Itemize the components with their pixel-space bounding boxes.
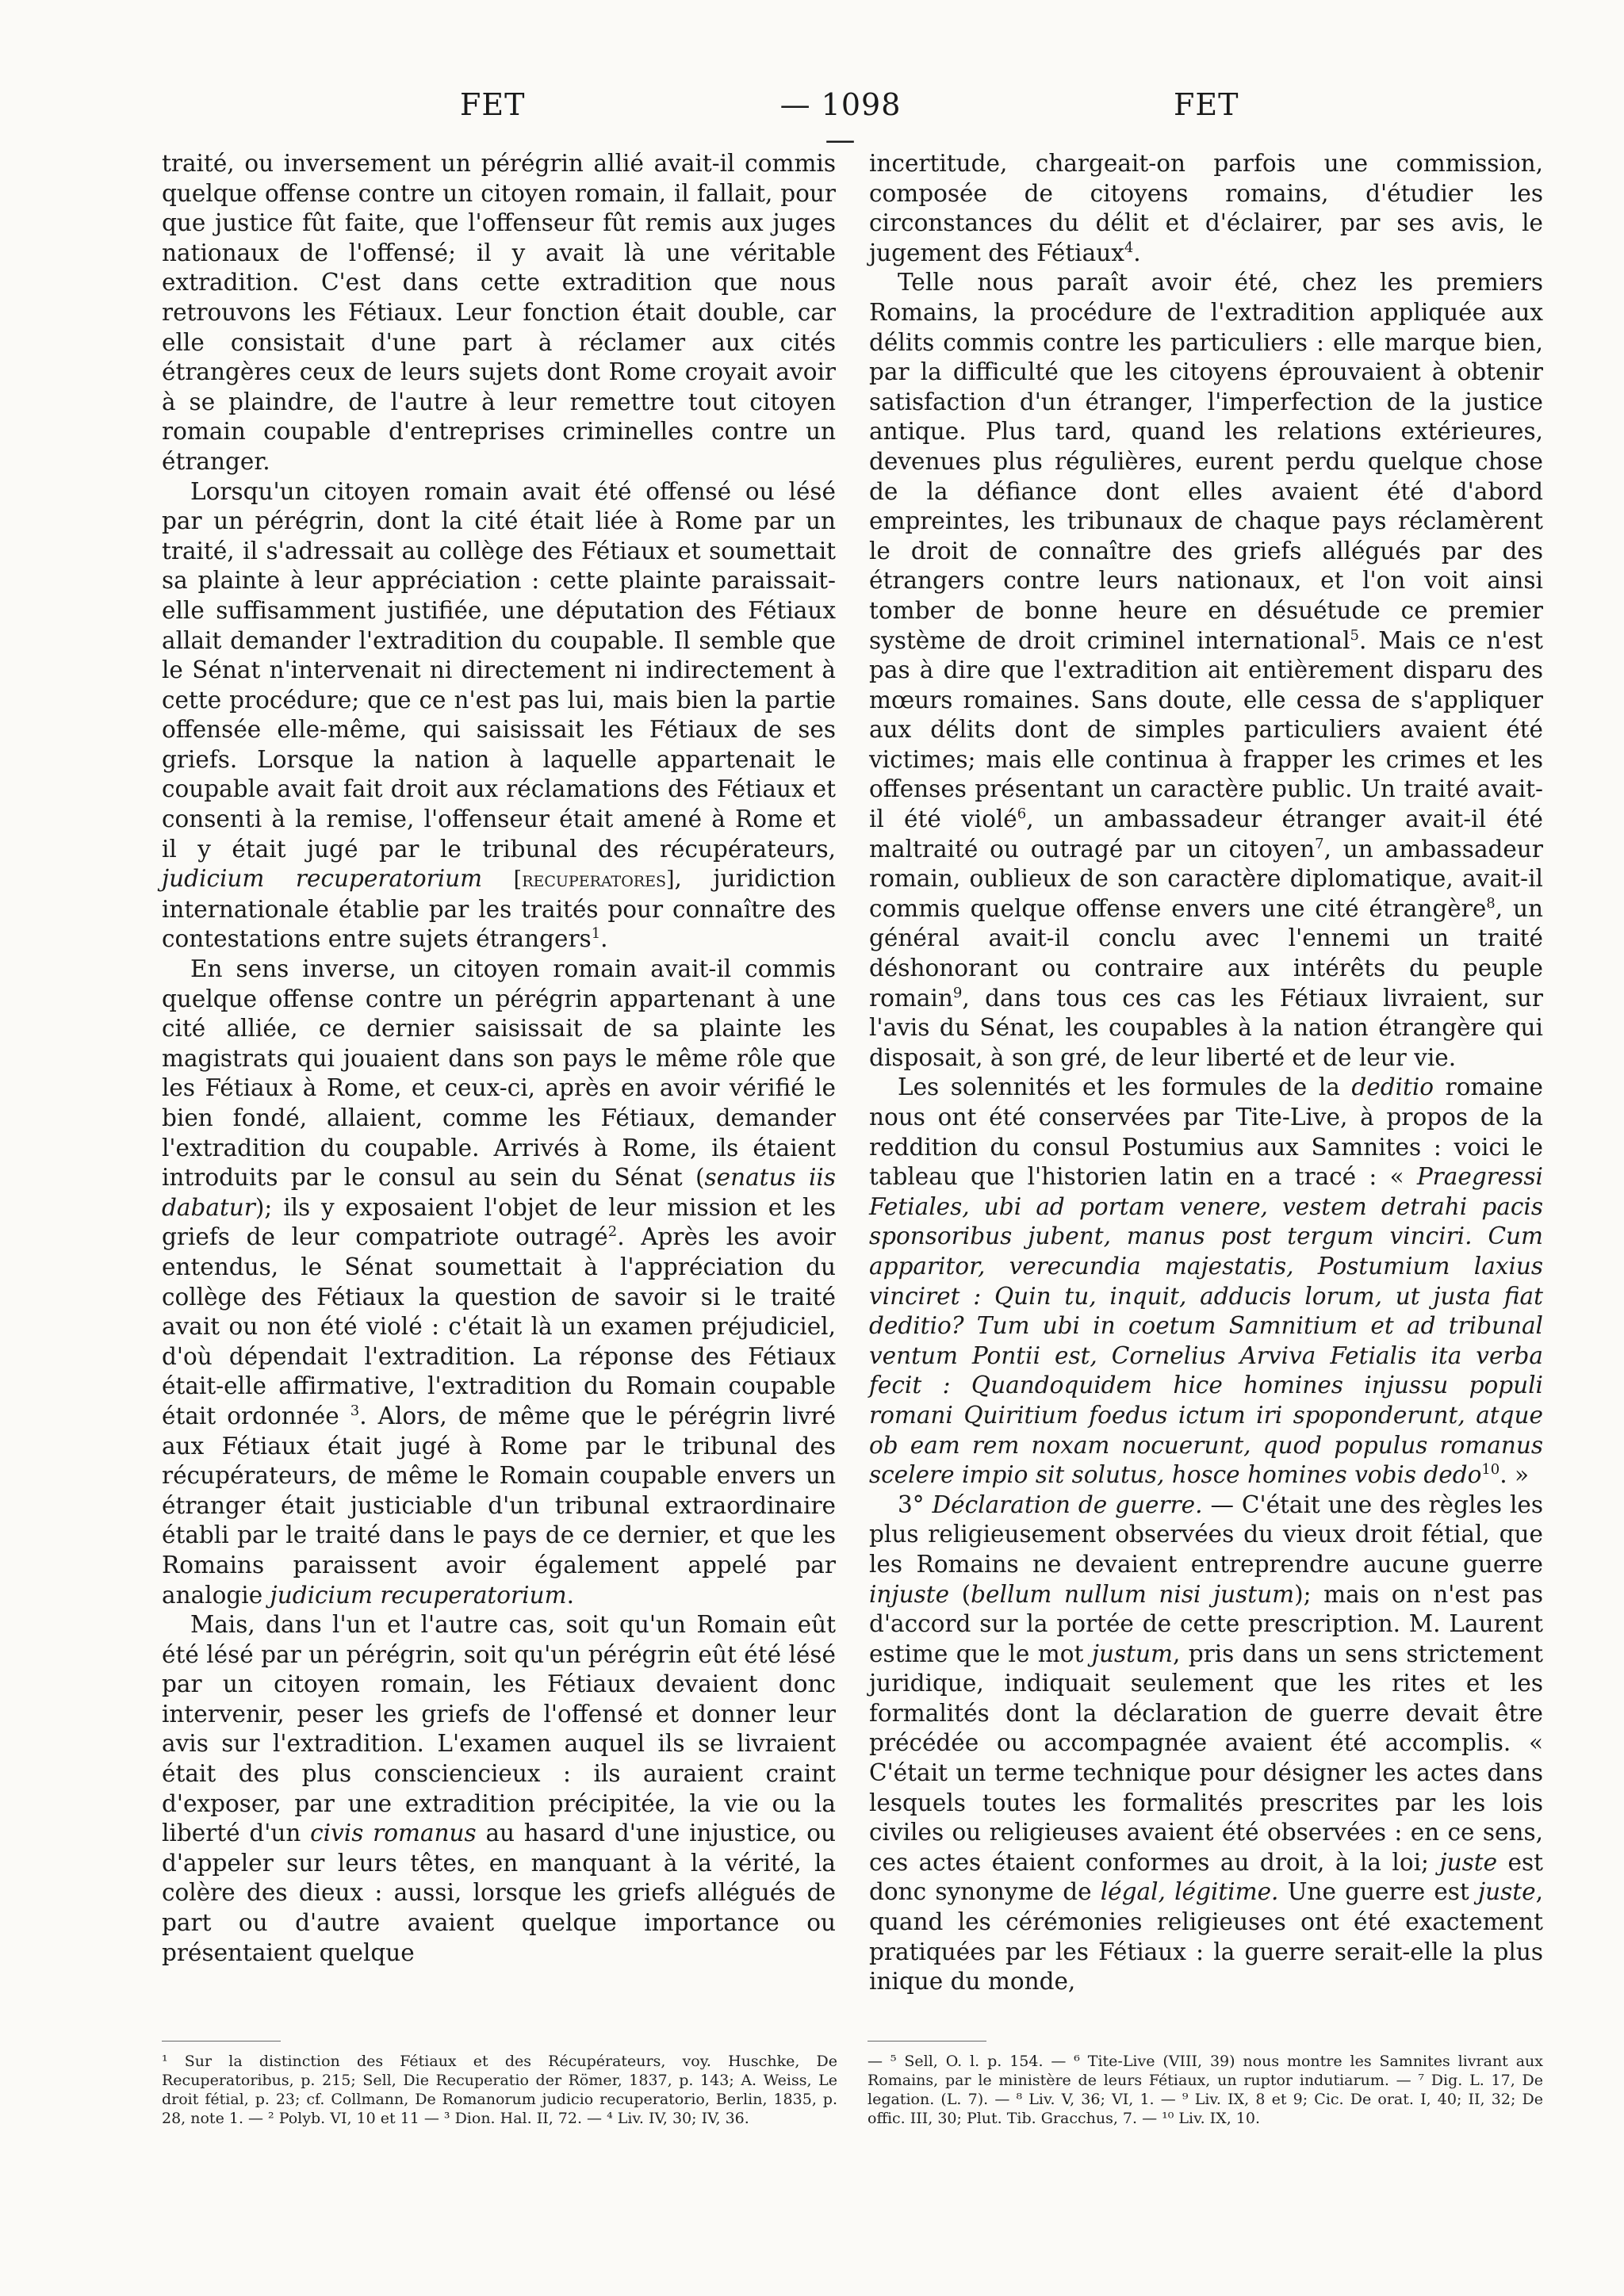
paragraph: Telle nous paraît avoir été, chez les premiers Romains, la procédure de l'extradition appliquée aux délits commis contre les particuliers : elle marque bien, par la difficulté que les citoyens éprouvaient à obtenir satisfaction d'un étranger, l'imperfection de la justice antique. Plus tard, quand les relations extérieures, devenues plus régulières, eurent perdu quelque chose de la défiance dont elles avaient été d'abord empreintes, les tribunaux de chaque pays réclamèrent le droit de connaître des griefs allégués par des étrangers contre leurs nationaux, et l'on voit ainsi tomber de bonne heure en désuétude ce premier système de droit criminel international$^5$. Mais ce n'est pas à dire que l'extradition ait entièrement disparu des mœurs romaines. Sans doute, elle cessa de s'appliquer aux délits dont de simples particuliers avaient été victimes; mais elle continua à frapper les crimes et les offenses présentant un caractère public. Un traité avait-il été violé$^6$, un ambassadeur étranger avait-il été maltraité ou outragé par un citoyen$^7$, un ambassadeur romain, oublieux de son caractère diplomatique, avait-il commis quelque offense envers une cité étrangère$^8$, un général avait-il conclu avec l'ennemi un traité déshonorant ou contraire aux intérêts du peuple romain$^9$, dans tous ces cas les Fétiaux livraient, sur l'avis du Sénat, les coupables à la nation étrangère qui disposait, à son gré, de leur liberté et de leur vie.: [869, 269, 1543, 1071]
footnote-divider: [868, 2041, 986, 2042]
footnotes-left: ¹ Sur la distinction des Fétiaux et des Récupérateurs, voy. Huschke, De Recuperatoribus, p. 215; Sell, Die Recuperatio der Römer, 1837, p. 143; A. Weiss, Le droit fétial, p. 23; cf. Collmann, De Romanorum judicio recuperatorio, Berlin, 1835, p. 28, note 1. — ² Polyb. VI, 10 et 11 — ³ Dion. Hal. II, 72. — ⁴ Liv. IV, 30; IV, 36.: [162, 2053, 837, 2127]
paragraph: Les solennités et les formules de la deditio romaine nous ont été conservées par Tite-Live, à propos de la reddition du consul Postumius aux Samnites : voici le tableau que l'historien latin en a tracé : « Praegressi Fetiales, ubi ad portam venere, vestem detrahi pacis sponsoribus jubent, manus post tergum vinciri. Cum apparitor, verecundia majestatis, Postumium laxius vinciret : Quin tu, inquit, adducis lorum, ut justa fiat deditio? Tum ubi in coetum Samnitium et ad tribunal ventum Pontii est, Cornelius Arviva Fetialis ita verba fecit : Quandoquidem hice homines injussu populi romani Quiritium foedus ictum iri spoponderunt, atque ob eam rem noxam nocuerunt, quod populus romanus scelere impio sit solutus, hosce homines vobis dedo$^{10}$. »: [869, 1073, 1543, 1489]
footnote-divider: [162, 2041, 281, 2042]
paragraph: incertitude, chargeait-on parfois une commission, composée de citoyens romains, d'étudier les circonstances du délit et d'éclairer, par ses avis, le jugement des Fétiaux$^4$.: [869, 150, 1543, 266]
header-left-keyword: FET: [460, 87, 526, 122]
footnote-ref: 6: [1017, 806, 1027, 823]
section-heading: Déclaration de guerre.: [932, 1490, 1203, 1518]
footnote-ref: 4: [1124, 239, 1134, 256]
footnote-ref: 3: [350, 1402, 360, 1420]
paragraph: En sens inverse, un citoyen romain avait-il commis quelque offense contre un pérégrin appartenant à une cité alliée, ce dernier saisissait de sa plainte les magistrats qui jouaient dans son pays le même rôle que les Fétiaux à Rome, et ceux-ci, après en avoir vérifié le bien fondé, allaient, comme les Fétiaux, demander l'extradition du coupable. Arrivés à Rome, ils étaient introduits par le consul au sein du Sénat (senatus iis dabatur); ils y exposaient l'objet de leur mission et les griefs de leur compatriote outragé$^2$. Après les avoir entendus, le Sénat soumettait à l'appréciation du collège des Fétiaux la question de savoir si le traité avait ou non été violé : c'était là un examen préjudiciel, d'où dépendait l'extradition. La réponse des Fétiaux était-elle affirmative, l'extradition du Romain coupable était ordonnée $^3$. Alors, de même que le pérégrin livré aux Fétiaux était jugé à Rome par le tribunal des récupérateurs, de même le Romain coupable envers un étranger était justiciable d'un tribunal extraordinaire établi par le traité dans le pays de ce dernier, et que les Romains paraissent avoir également appelé par analogie judicium recuperatorium.: [162, 955, 837, 1609]
right-column: [869, 149, 1543, 1997]
footnote-ref: 10: [1481, 1461, 1500, 1479]
footnote-ref: 5: [1350, 626, 1359, 644]
footnote-ref: 8: [1486, 895, 1496, 913]
footnote-ref: 9: [952, 984, 963, 1001]
footnotes-right: — ⁵ Sell, O. l. p. 154. — ⁶ Tite-Live (VIII, 39) nous montre les Samnites livrant aux Romains, par le ministère de leurs Fétiaux, un ruptor indutiarum. — ⁷ Dig. L. 17, De legation. (L. 7). — ⁸ Liv. V, 36; VI, 1. — ⁹ Liv. IX, 8 et 9; Cic. De orat. I, 40; II, 32; De offic. III, 30; Plut. Tib. Gracchus, 7. — ¹⁰ Liv. IX, 10.: [868, 2053, 1543, 2127]
running-header: [0, 87, 1624, 157]
latin-quotation: Praegressi Fetiales, ubi ad portam venere, vestem detrahi pacis sponsoribus jubent, manus post tergum vinciri. Cum apparitor, verecundia majestatis, Postumium laxius vinciret : Quin tu, inquit, adducis lorum, ut justa fiat deditio? Tum ubi in coetum Samnitium et ad tribunal ventum Pontii est, Cornelius Arviva Fetialis ita verba fecit : Quandoquidem hice homines injussu populi romani Quiritium foedus ictum iri spoponderunt, atque ob eam rem noxam nocuerunt, quod populus romanus scelere impio sit solutus, hosce homines vobis dedo: [869, 1163, 1543, 1489]
header-right-keyword: FET: [1174, 87, 1239, 122]
footnote-ref: 1: [591, 925, 601, 943]
paragraph: traité, ou inversement un pérégrin allié avait-il commis quelque offense contre un citoyen romain, il fallait, pour que justice fût faite, que l'offenseur fût remis aux juges nationaux de l'offensé; il y avait là une véritable extradition. C'est dans cette extradition que nous retrouvons les Fétiaux. Leur fonction était double, car elle consistait d'une part à réclamer aux cités étrangères ceux de leurs sujets dont Rome croyait avoir à se plaindre, de l'autre à leur remettre tout citoyen romain coupable d'entreprises criminelles contre un étranger.: [162, 150, 836, 475]
page-number: — 1098 —: [779, 87, 902, 157]
footnote-ref: 7: [1315, 835, 1324, 852]
left-column: [162, 149, 836, 1968]
paragraph: 3° Déclaration de guerre. — C'était une des règles les plus religieusement observées du vieux droit fétial, que les Romains ne devaient entreprendre aucune guerre injuste (bellum nullum nisi justum); mais on n'est pas d'accord sur la portée de cette prescription. M. Laurent estime que le mot justum, pris dans un sens strictement juridique, indiquait seulement que les rites et les formalités dont la déclaration de guerre devait être précédée ou accompagnée avaient été accomplis. « C'était un terme technique pour désigner les actes dans lesquels toutes les formalités prescrites par les lois civiles ou religieuses avaient été observées : en ce sens, ces actes étaient conformes au droit, à la loi; juste est donc synonyme de légal, légitime. Une guerre est juste, quand les cérémonies religieuses ont été exactement pratiquées par les Fétiaux : la guerre serait-elle la plus inique du monde,: [869, 1490, 1543, 1996]
paragraph: Mais, dans l'un et l'autre cas, soit qu'un Romain eût été lésé par un pérégrin, soit qu'un pérégrin eût été lésé par un citoyen romain, les Fétiaux devaient donc intervenir, peser les griefs de l'offensé et donner leur avis sur l'extradition. L'examen auquel ils se livraient était des plus consciencieux : ils auraient craint d'exposer, par une extradition précipitée, la vie ou la liberté d'un civis romanus au hasard d'une injustice, ou d'appeler sur leurs têtes, en manquant à la vérité, la colère des dieux : aussi, lorsque les griefs allégués de part ou d'autre avaient quelque importance ou présentaient quelque: [162, 1611, 836, 1966]
footnote-ref: 2: [607, 1223, 618, 1241]
paragraph: Lorsqu'un citoyen romain avait été offensé ou lésé par un pérégrin, dont la cité était liée à Rome par un traité, il s'adressait au collège des Fétiaux et soumettait sa plainte à leur appréciation : cette plainte paraissait-elle suffisamment justifiée, une députation des Fétiaux allait demander l'extradition du coupable. Il semble que le Sénat n'intervenait ni directement ni indirectement à cette procédure; que ce n'est pas lui, mais bien la partie offensée elle-même, qui saisissait les Fétiaux de ses griefs. Lorsque la nation à laquelle appartenait le coupable avait fait droit aux réclamations des Fétiaux et consenti à la remise, l'offenseur était amené à Rome et il y était jugé par le tribunal des récupérateurs, judicium recuperatorium [recuperatores], juridiction internationale établie par les traités pour connaître des contestations entre sujets étrangers$^1$.: [162, 477, 836, 953]
